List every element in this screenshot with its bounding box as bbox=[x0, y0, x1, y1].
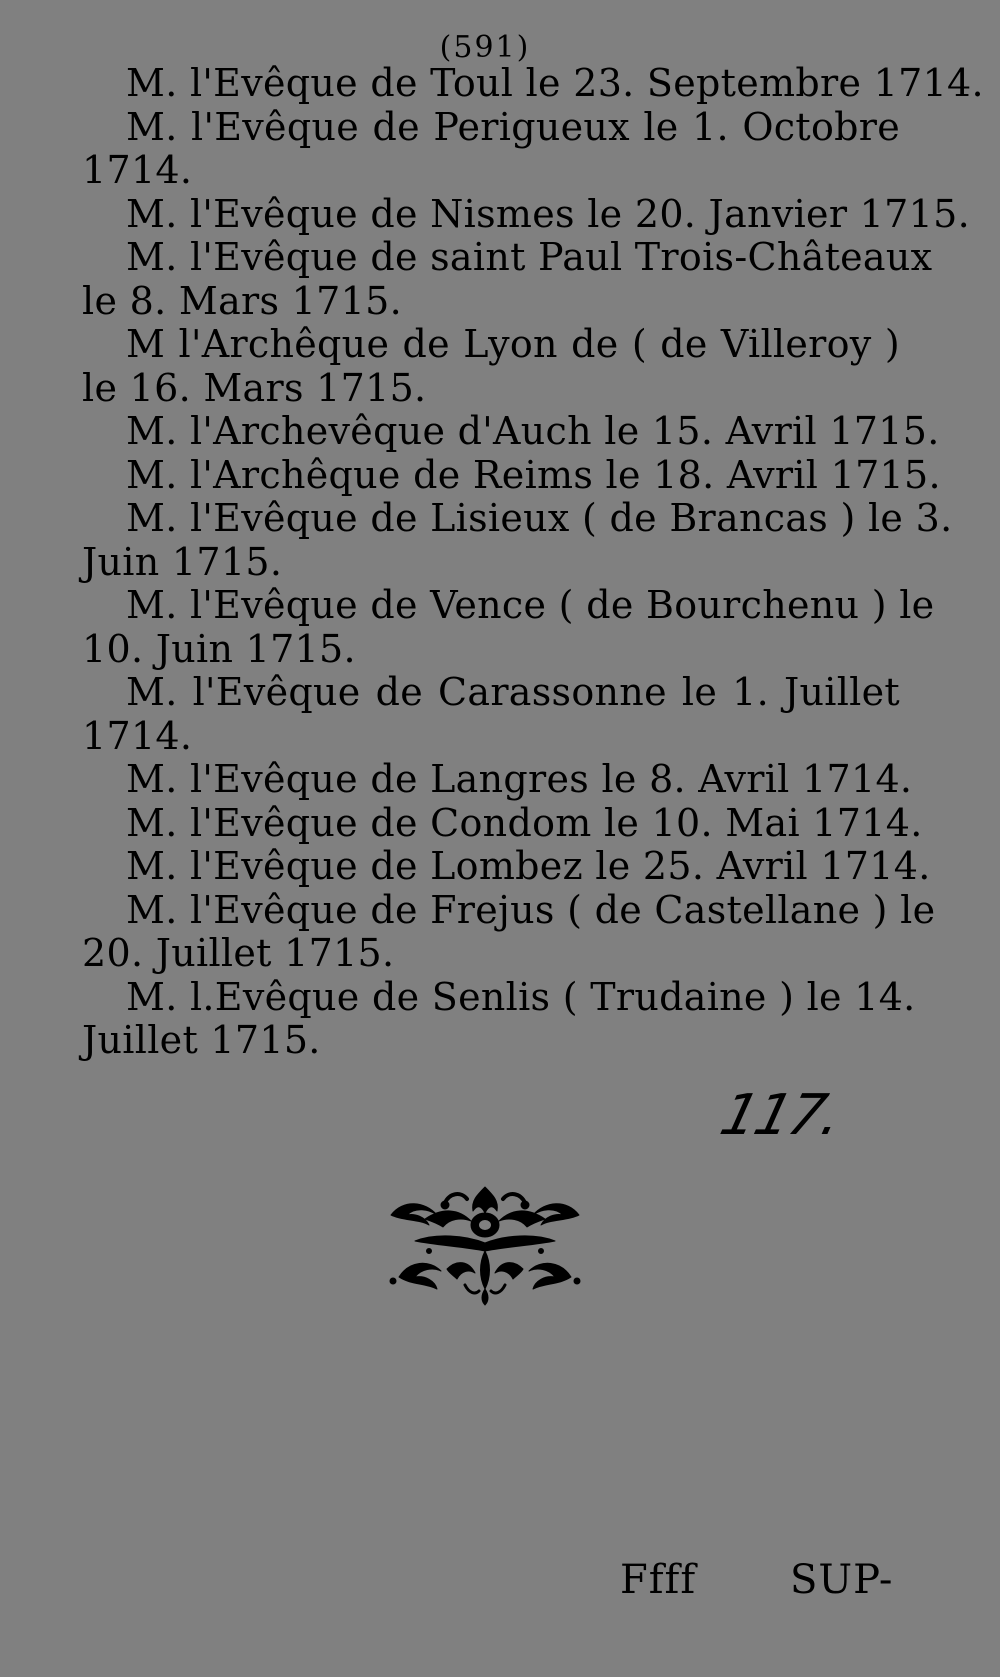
floral-tailpiece-icon bbox=[385, 1185, 585, 1307]
list-item bbox=[82, 671, 900, 758]
list-item bbox=[82, 757, 913, 802]
entry-line-continuation: 10. Juin 1715. bbox=[82, 626, 356, 671]
entry-line-continuation: le 16. Mars 1715. bbox=[82, 365, 427, 410]
entry-line: M. l'Evêque de Perigueux le 1. Octobre bbox=[126, 104, 900, 149]
page-number: (591) bbox=[439, 30, 531, 65]
list-item bbox=[82, 844, 931, 889]
entry-line-continuation: 20. Juillet 1715. bbox=[82, 931, 395, 975]
entry-line-continuation: Juillet 1715. bbox=[82, 1018, 321, 1062]
list-item bbox=[82, 409, 940, 454]
list-item bbox=[82, 583, 935, 671]
entry-line: M. l'Evêque de Lisieux ( de Brancas ) le 3. bbox=[126, 496, 953, 540]
entry-line: M. l'Evêque de Nismes le 20. Janvier 1715. bbox=[126, 191, 970, 236]
list-item bbox=[82, 323, 900, 410]
list-item bbox=[82, 106, 900, 193]
entry-line: M. l'Evêque de Langres le 8. Avril 1714. bbox=[126, 757, 913, 801]
consecration-list bbox=[82, 61, 984, 1063]
signature-mark: Ffff bbox=[620, 1557, 697, 1603]
entry-line-continuation: le 8. Mars 1715. bbox=[82, 278, 402, 323]
entry-line: M. l'Archêque de Reims le 18. Avril 1715. bbox=[126, 452, 941, 497]
list-item bbox=[82, 800, 923, 846]
entry-line: M. l'Evêque de Condom le 10. Mai 1714. bbox=[126, 800, 923, 845]
list-item bbox=[82, 235, 933, 323]
entry-line: M. l.Evêque de Senlis ( Trudaine ) le 14. bbox=[126, 974, 916, 1019]
entry-line: M. l'Archevêque d'Auch le 15. Avril 1715. bbox=[126, 409, 940, 453]
list-item bbox=[82, 974, 916, 1063]
entry-line-continuation: 1714. bbox=[82, 713, 193, 758]
entry-line: M. l'Evêque de Frejus ( de Castellane ) le bbox=[126, 887, 936, 932]
list-item bbox=[82, 887, 936, 976]
entry-line-continuation: 1714. bbox=[82, 148, 193, 192]
entry-line: M. l'Evêque de Toul le 23. Septembre 1714. bbox=[126, 61, 984, 105]
entry-line: M. l'Evêque de Lombez le 25. Avril 1714. bbox=[126, 844, 931, 888]
entry-line: M. l'Evêque de Carassonne le 1. Juillet bbox=[126, 670, 900, 714]
list-item bbox=[82, 191, 970, 237]
handwritten-folio-number: 117. bbox=[714, 1083, 847, 1148]
list-item bbox=[82, 61, 984, 106]
entry-line-continuation: Juin 1715. bbox=[82, 539, 283, 584]
list-item bbox=[82, 452, 941, 498]
entry-line: M l'Archêque de Lyon de ( de Villeroy ) bbox=[126, 322, 900, 366]
entry-line: M. l'Evêque de Vence ( de Bourchenu ) le bbox=[126, 583, 935, 627]
entry-line: M. l'Evêque de saint Paul Trois-Châteaux bbox=[126, 235, 933, 279]
catchword: SUP- bbox=[790, 1557, 894, 1603]
list-item bbox=[82, 496, 953, 584]
